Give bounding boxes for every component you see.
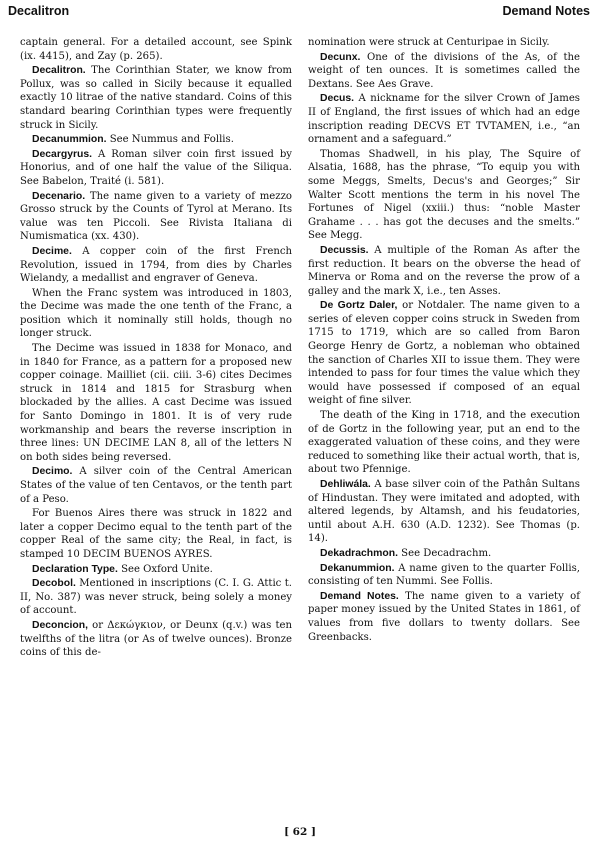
entry-text: For Buenos Aires there was struck in 1822 and later a copper Decimo equal to the tenth part of the copper Real of the same city; the Real, in fact, is stamped 10 DECIM BUENOS AYRES. <box>20 508 292 560</box>
entry-text: A Roman silver coin first issued by Honorius, and of one half the value of the Siliqua. See Babelon, Traité (i. 581). <box>20 148 292 187</box>
right-column <box>308 36 580 645</box>
dictionary-entry <box>20 64 292 132</box>
dictionary-entry <box>20 619 292 660</box>
dictionary-entry <box>20 465 292 506</box>
entry-text: The death of the King in 1718, and the execution of de Gortz in the following year, put an end to the exaggerated valuation of these coins, and they were reduced to something like their actual worth, that is, about two Pfennige. <box>308 410 580 476</box>
dictionary-entry <box>308 478 580 546</box>
entry-text: captain general. For a detailed account, see Spink (ix. 4415), and Zay (p. 265). <box>20 37 292 62</box>
entry-text: nomination were struck at Centuripae in Sicily. <box>308 37 550 48</box>
entry-text: See Nummus and Follis. <box>106 134 234 146</box>
header-right-guideword: Demand Notes <box>502 4 590 18</box>
entry-text: or Δεκώγκιον, or Deunx (q.v.) was ten twelfths of the litra (or As of twelve ounces). Bronze coins of this de- <box>20 619 292 659</box>
entry-text: The name given to a variety of mezzo Grosso struck by the Counts of Tyrol at Merano. Its value was ten Piccoli. See Rivista Italiana di Numismatica (xx. 430). <box>20 190 292 243</box>
entry-text: A nickname for the silver Crown of James II of England, the first issues of which had an edge inscription reading DECVS ET TVTAMEN, i.e., “an ornament and a safeguard.” <box>308 93 580 146</box>
entry-headword: Dekadrachmon. <box>320 547 398 559</box>
dictionary-entry <box>308 148 580 243</box>
entry-headword: Deconcion, <box>32 619 89 631</box>
dictionary-entry <box>20 133 292 147</box>
entry-headword: Dekanummion. <box>320 562 395 574</box>
dictionary-entry <box>308 562 580 589</box>
entry-text: Mentioned in inscriptions (C. I. G. Attic t. II, No. 387) was never struck, being solely a money of account. <box>20 578 292 617</box>
entry-headword: Decus. <box>320 93 355 105</box>
entry-text: Thomas Shadwell, in his play, The Squire of Alsatia, 1688, has the phrase, “To equip you with some Meggs, Smelts, Decus's and Georges;” Sir Walter Scott mentions the term in his novel The Fortunes of Nigel (xxiii.) thus: “noble Master Grahame . . . has got the decuses and the smelts.” See Megg. <box>308 148 580 242</box>
dictionary-entry <box>308 409 580 477</box>
entry-headword: Decanummion. <box>32 134 107 146</box>
entry-headword: Declaration Type. <box>32 563 118 575</box>
entry-headword: Decargyrus. <box>32 148 93 160</box>
entry-headword: Dehliwála. <box>320 479 371 490</box>
entry-headword: Decenario. <box>32 190 86 202</box>
dictionary-entry <box>308 244 580 298</box>
left-column <box>20 36 292 661</box>
entry-text: or Notdaler. The name given to a series of eleven copper coins struck in Sweden from 1715 to 1719, which are so called from Baron George Henry de Gortz, a nobleman who obtained the sanction of Charles XII to issue them. They were intended to pass for four times the value which they would have possessed if composed of an equal weight of fine silver. <box>308 300 580 407</box>
dictionary-entry <box>308 36 580 50</box>
entry-text: See Oxford Unite. <box>117 563 213 575</box>
entry-text: A multiple of the Roman As after the first reduction. It bears on the obverse the head of Minerva or Roma and on the reverse the prow of a galley and the mark X, i.e., ten Asses. <box>308 244 580 297</box>
dictionary-entry <box>20 287 292 341</box>
dictionary-entry <box>20 190 292 244</box>
dictionary-entry <box>20 245 292 286</box>
dictionary-entry <box>308 51 580 92</box>
dictionary-entry <box>20 507 292 561</box>
header-left-guideword: Decalitron <box>8 4 70 18</box>
dictionary-entry <box>308 590 580 644</box>
entry-text: A silver coin of the Central American States of the value of ten Centavos, or the tenth part of a Peso. <box>20 466 292 505</box>
dictionary-entry <box>20 148 292 189</box>
entry-text: A copper coin of the first French Revolution, issued in 1794, from dies by Charles Wielandy, a medallist and engraver of Geneva. <box>20 245 292 285</box>
entry-headword: Decunx. <box>320 51 361 63</box>
dictionary-entry <box>20 36 292 63</box>
dictionary-entry <box>20 563 292 577</box>
entry-text: One of the divisions of the As, of the weight of ten ounces. It is sometimes called the Dextans. See Aes Grave. <box>308 51 580 90</box>
entry-text: When the Franc system was introduced in 1803, the Decime was made the one tenth of the Franc, a position which it nominally still holds, though no longer struck. <box>20 287 292 340</box>
entry-headword: Decalitron. <box>32 65 86 77</box>
entry-headword: De Gortz Daler, <box>320 300 398 312</box>
entry-text: See Decadrachm. <box>397 547 492 559</box>
entry-headword: Decime. <box>32 245 72 257</box>
page-number: [ 62 ] <box>284 826 316 838</box>
running-header <box>8 4 590 22</box>
entry-headword: Demand Notes. <box>320 590 399 602</box>
dictionary-entry <box>20 577 292 618</box>
dictionary-entry <box>308 92 580 146</box>
dictionary-entry <box>20 342 292 464</box>
dictionary-entry <box>308 547 580 561</box>
dictionary-entry <box>308 299 580 408</box>
entry-text: The name given to a variety of paper money issued by the United States in 1861, of values from five dollars to twenty dollars. See Greenbacks. <box>308 590 580 643</box>
entry-text: The Decime was issued in 1838 for Monaco, and in 1840 for France, as a pattern for a proposed new copper coinage. Mailliet (cii. ciii. 3-6) cites Decimes struck in 1814 and 1815 for Strasburg when blockaded by the allies. A cast Decime was issued for Santo Domingo in 1801. It is of very rude workmanship and bears the reverse inscription in three lines: UN DECIME LAN 8, all of the letters N on both sides being reversed. <box>20 343 292 463</box>
entry-text: A base silver coin of the Pathân Sultans of Hindustan. They were imitated and adopted, with altered legends, by Altamsh, and his feudatories, until about A.H. 630 (A.D. 1232). See Thomas (p. 14). <box>308 479 580 545</box>
entry-headword: Decimo. <box>32 466 73 478</box>
entry-text: The Corinthian Stater, we know from Pollux, was so called in Sicily because it equalled exactly 10 litrae of the native standard. Coins of this standard bearing Corinthian types were frequently struck in Sicily. <box>20 65 292 131</box>
entry-headword: Decussis. <box>320 244 369 256</box>
entry-headword: Decobol. <box>32 578 76 590</box>
entry-text: A name given to the quarter Follis, consisting of ten Nummi. See Follis. <box>308 562 580 588</box>
